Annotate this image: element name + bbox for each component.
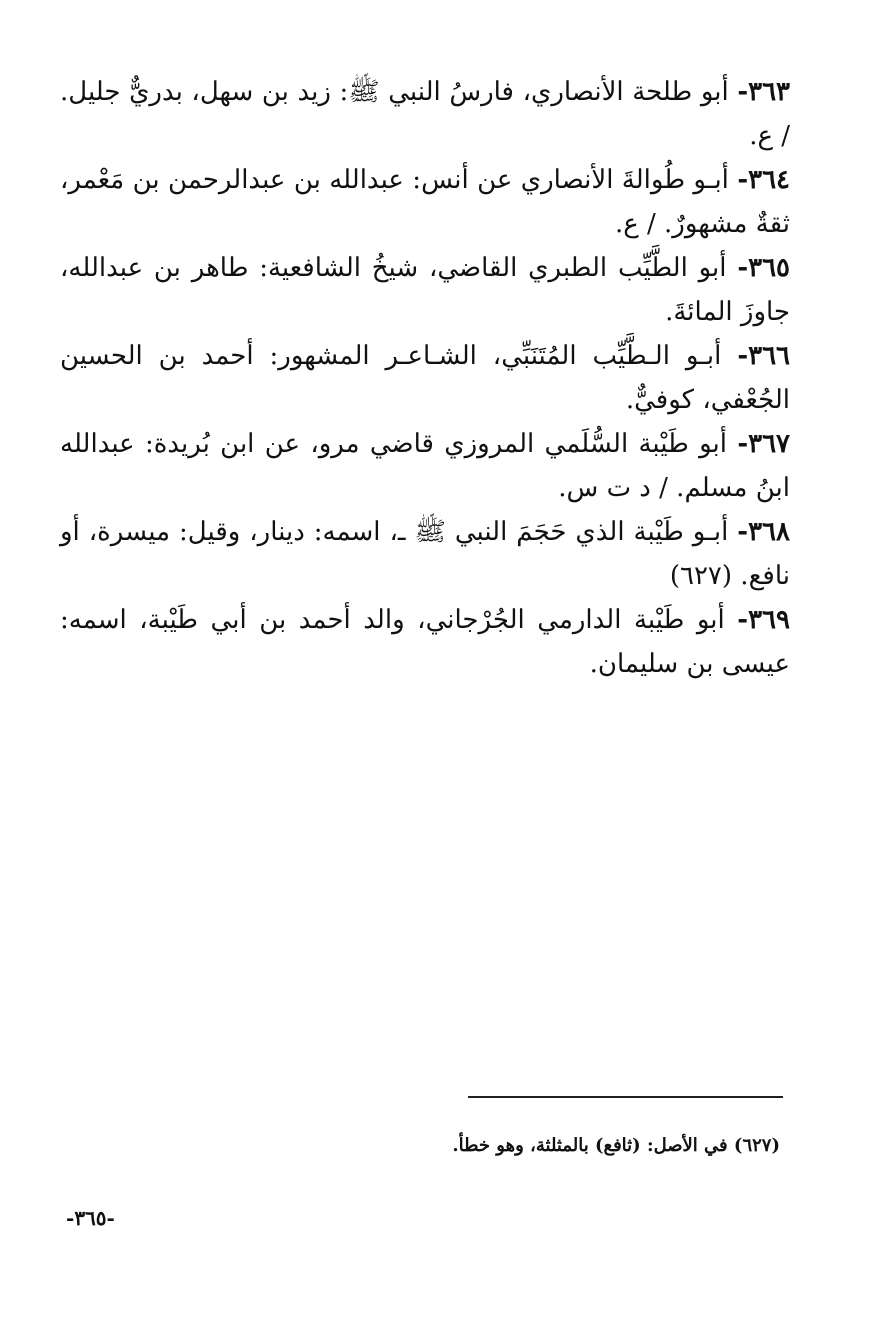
entry-364 — [60, 158, 790, 246]
entry-number: ٣٦٦- — [737, 341, 791, 371]
entry-text: أبو طلحة الأنصاري، فارسُ النبي ﷺ: زيد بن سهل، بدريٌّ جليل. / ع. — [60, 77, 790, 151]
entry-365 — [60, 246, 790, 334]
entry-text: أبو طَيْبة السُّلَمي المروزي قاضي مرو، عن ابن بُريدة: عبدالله ابنُ مسلم. / د ت س. — [60, 429, 790, 503]
entry-368 — [60, 510, 790, 598]
footnote-divider — [468, 1096, 783, 1098]
entry-363 — [60, 70, 790, 158]
entries-list — [60, 70, 790, 686]
entry-text: أبـو الـطَّيِّب المُتَنَبِّي، الشـاعـر المشهور: أحمد بن الحسين الجُعْفي، كوفيٌّ. — [60, 341, 790, 415]
entry-number: ٣٦٨- — [737, 517, 790, 547]
entry-number: ٣٦٤- — [737, 165, 791, 195]
entry-367 — [60, 422, 790, 510]
footnote: (٦٢٧) في الأصل: (ثافع) بالمثلثة، وهو خطأ. — [452, 1135, 780, 1156]
page-number: -٣٦٥- — [66, 1206, 115, 1230]
entry-text: أبو طَيْبة الدارمي الجُرْجاني، والد أحمد بن أبي طَيْبة، اسمه: عيسى بن سليمان. — [60, 605, 790, 679]
entry-number: ٣٦٩- — [737, 605, 790, 635]
entry-number: ٣٦٧- — [737, 429, 791, 459]
entry-number: ٣٦٥- — [737, 253, 791, 283]
entry-text: أبـو طَيْبة الذي حَجَمَ النبي ﷺ ـ، اسمه: دينار، وقيل: ميسرة، أو نافع. (٦٢٧) — [60, 517, 790, 591]
entry-366 — [60, 334, 790, 422]
entry-number: ٣٦٣- — [737, 77, 791, 107]
entry-text: أبو الطَّيِّب الطبري القاضي، شيخُ الشافعية: طاهر بن عبدالله، جاوزَ المائةَ. — [60, 253, 790, 327]
entry-369 — [60, 598, 790, 686]
entry-text: أبـو طُوالةَ الأنصاري عن أنس: عبدالله بن عبدالرحمن بن مَعْمر، ثقةٌ مشهورٌ. / ع. — [60, 165, 790, 239]
